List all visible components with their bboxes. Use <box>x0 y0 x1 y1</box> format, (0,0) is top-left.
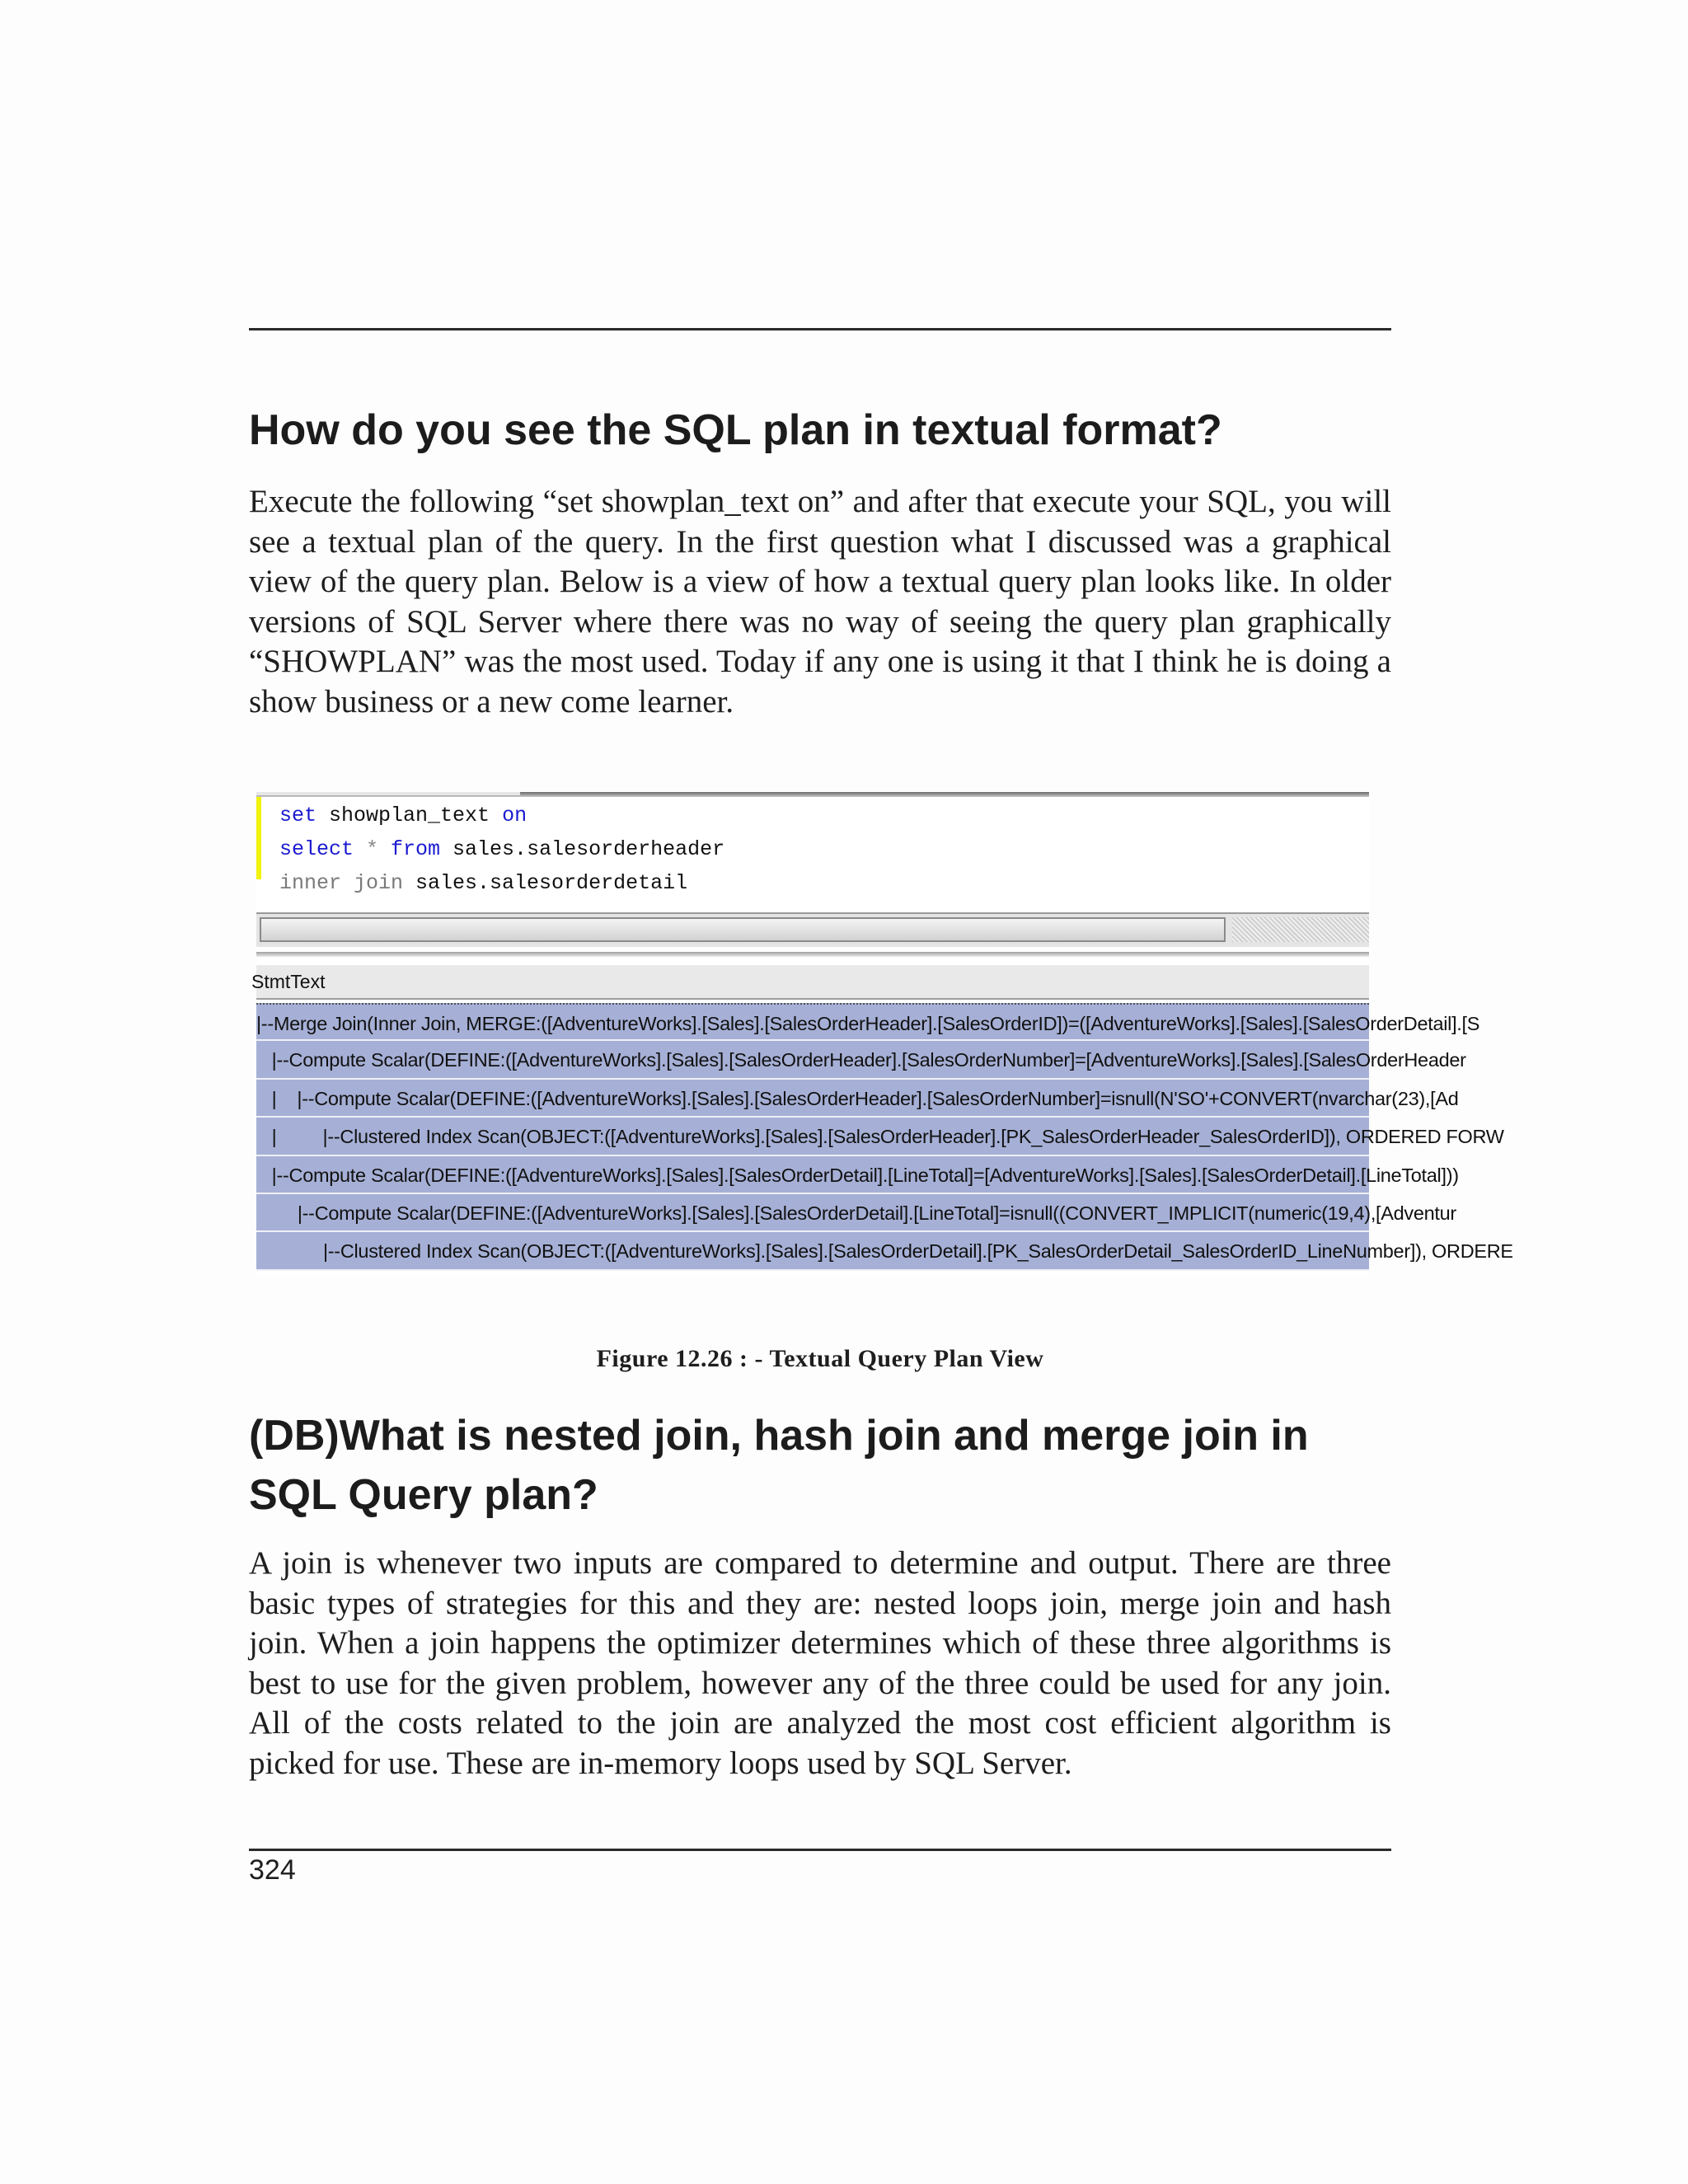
sql-keyword: on <box>502 804 528 827</box>
result-row[interactable]: |--Compute Scalar(DEFINE:([AdventureWorks].[Sales].[SalesOrderDetail].[LineTotal]=[AdventureWorks].[Sales].[SalesOrderDetail].[LineTotal])) <box>256 1156 1369 1194</box>
sql-text: showplan_text <box>316 804 503 827</box>
sql-keyword: inner join <box>279 871 404 895</box>
result-row[interactable]: |--Merge Join(Inner Join, MERGE:([AdventureWorks].[Sales].[SalesOrderHeader].[SalesOrderID])=([AdventureWorks].[Sales].[SalesOrderDetail].[S <box>256 1003 1369 1041</box>
results-splitter[interactable] <box>256 952 1369 957</box>
code-line <box>279 837 724 861</box>
horizontal-scrollbar[interactable] <box>256 912 1369 947</box>
result-row[interactable]: |--Compute Scalar(DEFINE:([AdventureWorks].[Sales].[SalesOrderHeader].[SalesOrderNumber]=[AdventureWorks].[Sales].[SalesOrderHeader <box>256 1041 1369 1079</box>
result-row[interactable]: |--Clustered Index Scan(OBJECT:([AdventureWorks].[Sales].[SalesOrderDetail].[PK_SalesOrderDetail_SalesOrderID_LineNumber]), ORDERE <box>256 1232 1369 1270</box>
sql-operator: * <box>354 837 392 861</box>
sql-text: sales.salesorderheader <box>440 837 725 861</box>
body-paragraph: A join is whenever two inputs are compared to determine and output. There are three basic types of strategies for this and they are: nested loops join, merge join and hash join. When a join happens the optimizer determines which of these three algorithms is best to use for the given problem, however any of the three could be used for any join. All of the costs related to the join are analyzed the most cost efficient algorithm is picked for use. These are in-memory loops used by SQL Server. <box>249 1545 1391 1781</box>
sql-text: sales.salesorderdetail <box>403 871 688 895</box>
result-row[interactable]: | |--Compute Scalar(DEFINE:([AdventureWorks].[Sales].[SalesOrderHeader].[SalesOrderNumber]=isnull(N'SO'+CONVERT(nvarchar(23),[Ad <box>256 1080 1369 1118</box>
section-heading: How do you see the SQL plan in textual format? <box>249 406 1222 454</box>
sql-keyword: set <box>279 804 317 827</box>
figure-caption: Figure 12.26 : - Textual Query Plan View <box>596 1345 1044 1372</box>
page-number: 324 <box>249 1854 296 1886</box>
code-line <box>279 871 687 895</box>
query-plan-screenshot <box>251 792 1513 1277</box>
body-paragraph: Execute the following “set showplan_text on” and after that execute your SQL, you will see a textual plan of the query. In the first question what I discussed was a graphical view of the query plan. Below is a view of how a textual query plan looks like. In older versions of SQL Server where there was no way of seeing the query plan graphically “SHOWPLAN” was the most used. Today if any one is using it that I think he is doing a show business or a new come learner. <box>249 484 1391 719</box>
scrollbar-thumb[interactable] <box>260 917 1226 942</box>
result-row[interactable]: | |--Clustered Index Scan(OBJECT:([AdventureWorks].[Sales].[SalesOrderHeader].[PK_SalesOrderHeader_SalesOrderID]), ORDERED FORW <box>256 1118 1369 1155</box>
scrollbar-track[interactable] <box>1232 917 1369 942</box>
tab-strip <box>256 792 520 795</box>
result-row[interactable]: |--Compute Scalar(DEFINE:([AdventureWorks].[Sales].[SalesOrderDetail].[LineTotal]=isnull((CONVERT_IMPLICIT(numeric(19,4),[Adventur <box>256 1194 1369 1232</box>
header-rule <box>249 328 1391 330</box>
footer-rule <box>249 1849 1391 1851</box>
column-header-stmttext[interactable]: StmtText <box>256 965 1369 1000</box>
query-editor[interactable] <box>256 797 1369 895</box>
sql-keyword: select <box>279 837 354 861</box>
sql-keyword: from <box>391 837 441 861</box>
section-heading: (DB)What is nested join, hash join and merge join in SQL Query plan? <box>249 1412 1309 1519</box>
results-grid <box>256 1003 1513 1271</box>
code-line <box>279 804 527 827</box>
